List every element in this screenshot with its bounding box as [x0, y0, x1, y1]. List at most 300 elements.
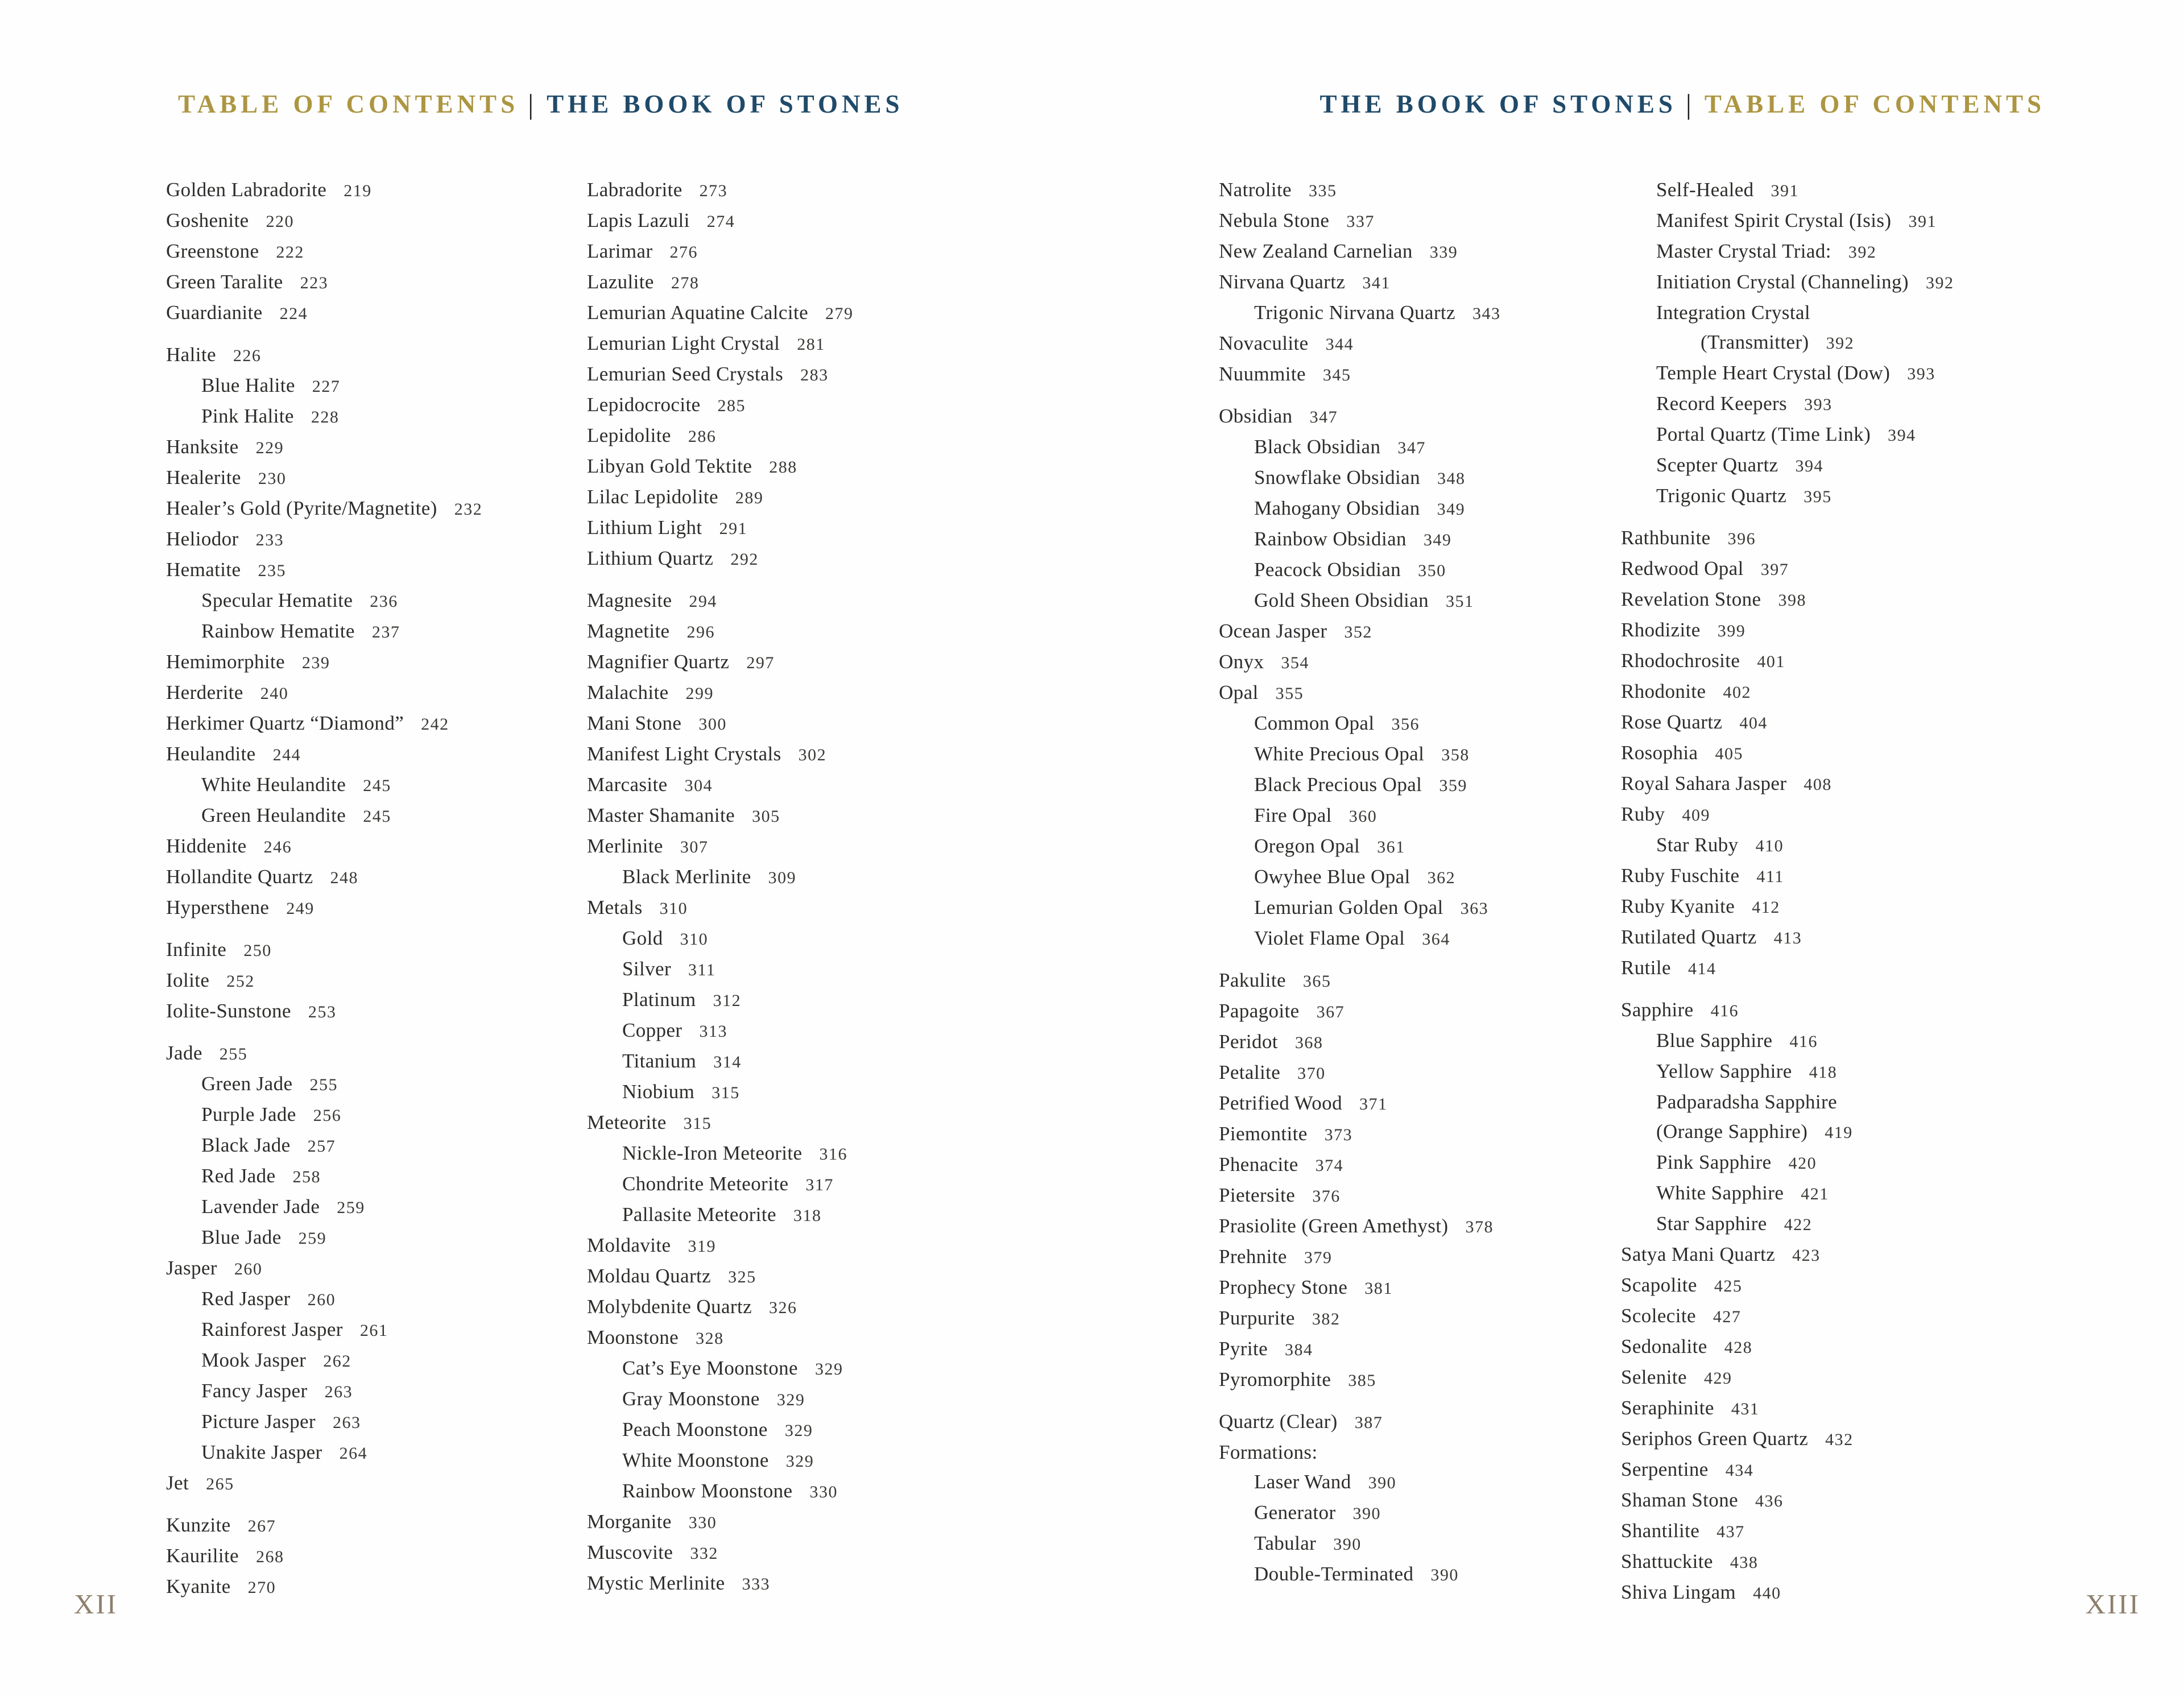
entry-label: Sedonalite — [1621, 1335, 1707, 1357]
entry-label: Peacock Obsidian — [1254, 558, 1401, 581]
toc-entry — [587, 924, 1008, 954]
toc-entry — [1219, 647, 1628, 678]
entry-page-number: 370 — [1297, 1064, 1326, 1083]
toc-entry — [1219, 1498, 1628, 1529]
entry-label: Serpentine — [1621, 1458, 1709, 1480]
entry-page-number: 232 — [454, 500, 483, 519]
entry-page-number: 409 — [1682, 806, 1710, 825]
toc-entry — [587, 862, 1008, 893]
entry-label: Healerite — [166, 466, 241, 489]
entry-label: Shantilite — [1621, 1520, 1700, 1542]
entry-label: Meteorite — [587, 1111, 667, 1133]
entry-label: Ruby — [1621, 803, 1665, 825]
entry-label: Labradorite — [587, 179, 682, 201]
toc-entry — [1219, 359, 1628, 390]
toc-entry — [587, 831, 1008, 862]
entry-label: Lepidolite — [587, 424, 671, 446]
toc-entry — [587, 586, 1008, 616]
toc-entry — [1621, 1363, 2076, 1393]
entry-page-number: 229 — [255, 438, 284, 457]
toc-entry — [587, 1476, 1008, 1507]
entry-page-number: 314 — [713, 1053, 742, 1071]
entry-page-number: 291 — [719, 519, 748, 538]
toc-entry — [587, 801, 1008, 831]
toc-entry — [587, 421, 1008, 452]
entry-label: Star Ruby — [1656, 834, 1739, 856]
entry-label: Lilac Lepidolite — [587, 486, 718, 508]
toc-entry — [166, 1038, 587, 1069]
entry-label: Mystic Merlinite — [587, 1572, 725, 1594]
toc-entry — [587, 678, 1008, 709]
entry-page-number: 260 — [307, 1290, 336, 1309]
entry-label: Blue Sapphire — [1656, 1029, 1773, 1052]
toc-entry — [166, 432, 587, 463]
toc-entry — [166, 1284, 587, 1315]
toc-entry — [1621, 1087, 2076, 1117]
entry-page-number: 410 — [1755, 837, 1784, 855]
entry-label: Gray Moonstone — [622, 1388, 760, 1410]
header-title-accent: TABLE OF CONTENTS — [178, 90, 519, 118]
entry-page-number: 392 — [1848, 243, 1877, 262]
entry-page-number: 259 — [337, 1198, 365, 1217]
toc-entry — [166, 1100, 587, 1131]
toc-entry — [1219, 966, 1628, 996]
entry-label: Green Jade — [201, 1073, 293, 1095]
entry-label: Kunzite — [166, 1514, 231, 1536]
toc-entry — [587, 298, 1008, 329]
entry-label: Rhodonite — [1621, 680, 1706, 702]
entry-page-number: 333 — [742, 1575, 771, 1593]
entry-page-number: 316 — [819, 1145, 847, 1164]
toc-entry — [587, 1384, 1008, 1415]
entry-page-number: 227 — [312, 377, 341, 396]
entry-label: Papagoite — [1219, 1000, 1300, 1022]
entry-page-number: 390 — [1430, 1566, 1459, 1584]
entry-label: Kyanite — [166, 1575, 231, 1597]
entry-label: Shattuckite — [1621, 1550, 1713, 1572]
toc-entry — [587, 1077, 1008, 1108]
entry-page-number: 425 — [1714, 1277, 1743, 1295]
entry-label: Nebula Stone — [1219, 209, 1330, 231]
toc-group — [1621, 175, 2076, 512]
toc-entry — [166, 647, 587, 678]
entry-label: Fancy Jasper — [201, 1380, 308, 1402]
entry-label: Owyhee Blue Opal — [1254, 866, 1410, 888]
entry-page-number: 309 — [768, 868, 797, 887]
entry-page-number: 405 — [1715, 744, 1743, 763]
entry-label: Rutile — [1621, 957, 1671, 979]
entry-page-number: 289 — [735, 489, 764, 507]
toc-entry — [166, 1315, 587, 1346]
toc-group — [166, 175, 587, 329]
toc-entry — [587, 893, 1008, 924]
entry-page-number: 341 — [1362, 274, 1391, 292]
toc-entry — [1621, 1057, 2076, 1087]
entry-page-number: 350 — [1418, 561, 1446, 580]
entry-page-number: 412 — [1752, 898, 1780, 917]
entry-page-number: 411 — [1756, 867, 1784, 886]
header-title-accent: TABLE OF CONTENTS — [1704, 90, 2045, 118]
entry-page-number: 422 — [1784, 1215, 1813, 1234]
toc-entry — [166, 175, 587, 206]
toc-entry — [1219, 862, 1628, 893]
entry-label: Libyan Gold Tektite — [587, 455, 752, 477]
entry-page-number: 401 — [1757, 652, 1785, 671]
entry-page-number: 318 — [793, 1206, 822, 1225]
toc-entry — [587, 1354, 1008, 1384]
entry-label: Prophecy Stone — [1219, 1276, 1348, 1298]
entry-label: Iolite-Sunstone — [166, 1000, 291, 1022]
entry-label: Magnesite — [587, 589, 672, 611]
entry-label: Jade — [166, 1042, 202, 1064]
entry-label: Lepidocrocite — [587, 394, 701, 416]
entry-label: Gold — [622, 927, 663, 949]
entry-page-number: 330 — [688, 1513, 717, 1532]
toc-entry — [587, 1568, 1008, 1599]
entry-page-number: 312 — [713, 991, 742, 1010]
entry-label: Formations: — [1219, 1441, 1318, 1463]
entry-page-number: 262 — [323, 1352, 351, 1371]
entry-label: Marcasite — [587, 773, 668, 796]
entry-page-number: 330 — [809, 1483, 838, 1501]
toc-entry — [587, 954, 1008, 985]
entry-label: Rutilated Quartz — [1621, 926, 1757, 948]
toc-entry — [166, 1376, 587, 1407]
toc-entry — [587, 329, 1008, 359]
entry-label: Magnifier Quartz — [587, 651, 730, 673]
toc-entry — [1219, 1273, 1628, 1303]
toc-entry — [1219, 770, 1628, 801]
toc-entry — [587, 1231, 1008, 1261]
toc-entry — [1219, 1088, 1628, 1119]
entry-page-number: 311 — [688, 961, 716, 979]
entry-label: Specular Hematite — [201, 589, 353, 611]
entry-page-number: 390 — [1352, 1504, 1381, 1523]
entry-label: Mook Jasper — [201, 1349, 307, 1371]
entry-page-number: 310 — [680, 930, 709, 949]
entry-label: Satya Mani Quartz — [1621, 1243, 1776, 1265]
entry-page-number: 431 — [1731, 1400, 1760, 1418]
entry-label: Chondrite Meteorite — [622, 1173, 789, 1195]
entry-page-number: 228 — [311, 408, 340, 427]
entry-page-number: 237 — [371, 623, 400, 641]
entry-page-number: 273 — [699, 181, 728, 200]
toc-entry — [1621, 481, 2076, 512]
entry-page-number: 390 — [1368, 1474, 1397, 1492]
entry-page-number: 285 — [717, 396, 746, 415]
header-separator: | — [1685, 88, 1695, 120]
toc-entry — [587, 544, 1008, 574]
entry-page-number: 343 — [1472, 304, 1501, 323]
toc-entry — [166, 1572, 587, 1603]
header-book-title: THE BOOK OF STONES — [1320, 90, 1677, 118]
toc-group — [166, 1038, 587, 1499]
toc-entry — [166, 893, 587, 924]
entry-page-number: 239 — [301, 653, 330, 672]
entry-label: Padparadsha Sapphire — [1656, 1091, 1838, 1113]
toc-entry — [1219, 298, 1628, 329]
toc-entry — [1621, 389, 2076, 420]
entry-page-number: 328 — [696, 1329, 724, 1348]
toc-entry — [1621, 677, 2076, 707]
toc-entry — [1219, 175, 1628, 206]
entry-label: Self-Healed — [1656, 179, 1754, 201]
toc-group — [587, 175, 1008, 574]
entry-label: Piemontite — [1219, 1123, 1308, 1145]
toc-entry — [1219, 893, 1628, 924]
entry-page-number: 256 — [313, 1106, 342, 1125]
entry-label: Sapphire — [1621, 999, 1694, 1021]
entry-label: Pyromorphite — [1219, 1368, 1331, 1390]
entry-page-number: 249 — [286, 899, 315, 918]
entry-page-number: 391 — [1771, 181, 1800, 200]
toc-entry — [1219, 402, 1628, 432]
entry-page-number: 414 — [1687, 959, 1716, 978]
toc-group — [1219, 402, 1628, 954]
entry-page-number: 255 — [219, 1045, 248, 1063]
toc-group — [1621, 995, 2076, 1608]
entry-page-number: 260 — [234, 1260, 263, 1278]
entry-label: Lemurian Seed Crystals — [587, 363, 784, 385]
entry-label: Scepter Quartz — [1656, 454, 1778, 476]
entry-label: Oregon Opal — [1254, 835, 1360, 857]
toc-entry — [166, 616, 587, 647]
entry-page-number: 396 — [1727, 529, 1756, 548]
entry-label: Pakulite — [1219, 969, 1286, 991]
entry-label: Rhodochrosite — [1621, 649, 1740, 672]
entry-page-number: 349 — [1437, 500, 1466, 519]
entry-label: Purpurite — [1219, 1307, 1295, 1329]
entry-page-number: 436 — [1755, 1492, 1784, 1510]
entry-label: White Precious Opal — [1254, 743, 1425, 765]
entry-label: Lithium Light — [587, 516, 702, 539]
entry-label: Green Heulandite — [201, 804, 346, 826]
entry-page-number: 253 — [308, 1003, 337, 1021]
entry-page-number: 367 — [1316, 1003, 1345, 1021]
toc-entry — [166, 1253, 587, 1284]
entry-label: Kaurilite — [166, 1545, 239, 1567]
toc-entry — [1621, 1578, 2076, 1608]
entry-label: Jasper — [166, 1257, 217, 1279]
entry-page-number: 270 — [247, 1578, 276, 1597]
entry-label: Prehnite — [1219, 1245, 1287, 1268]
entry-page-number: 351 — [1446, 592, 1474, 611]
entry-page-number: 281 — [797, 335, 825, 354]
running-header-right — [1320, 86, 2045, 119]
entry-page-number: 364 — [1422, 930, 1450, 949]
toc-entry — [1621, 830, 2076, 861]
entry-page-number: 373 — [1324, 1125, 1353, 1144]
entry-page-number: 244 — [272, 746, 301, 764]
toc-entry — [587, 359, 1008, 390]
entry-page-number: 428 — [1724, 1338, 1753, 1357]
toc-entry — [1621, 1485, 2076, 1516]
toc-group — [587, 586, 1008, 1599]
entry-label: Rainbow Obsidian — [1254, 528, 1407, 550]
toc-entry — [166, 298, 587, 329]
toc-entry — [1621, 995, 2076, 1026]
toc-entry — [166, 1438, 587, 1468]
entry-label: Muscovite — [587, 1541, 673, 1563]
entry-page-number: 263 — [324, 1383, 353, 1401]
toc-entry — [166, 1069, 587, 1100]
toc-entry — [1621, 646, 2076, 677]
toc-entry — [1621, 450, 2076, 481]
toc-entry — [587, 513, 1008, 544]
toc-entry — [166, 371, 587, 402]
entry-label: Rainbow Moonstone — [622, 1480, 793, 1502]
entry-page-number: 418 — [1809, 1063, 1838, 1082]
entry-page-number: 222 — [276, 243, 304, 262]
entry-page-number: 347 — [1309, 408, 1338, 427]
entry-label: Red Jade — [201, 1165, 276, 1187]
entry-label: Pyrite — [1219, 1338, 1268, 1360]
entry-label: Petrified Wood — [1219, 1092, 1342, 1114]
entry-page-number: 387 — [1354, 1413, 1383, 1432]
toc-entry — [1219, 739, 1628, 770]
toc-entry — [587, 390, 1008, 421]
toc-entry — [1219, 1242, 1628, 1273]
entry-label: Redwood Opal — [1621, 557, 1744, 580]
entry-page-number: 376 — [1312, 1187, 1341, 1206]
entry-label: Master Crystal Triad: — [1656, 240, 1831, 262]
entry-page-number: 315 — [712, 1083, 740, 1102]
entry-page-number: 329 — [784, 1421, 813, 1440]
toc-entry — [1219, 678, 1628, 709]
entry-label: Quartz (Clear) — [1219, 1410, 1338, 1433]
entry-label: Ruby Kyanite — [1621, 895, 1735, 917]
entry-label: Violet Flame Opal — [1254, 927, 1405, 949]
toc-entry — [587, 709, 1008, 739]
toc-entry — [587, 206, 1008, 237]
running-header-left — [178, 86, 904, 119]
entry-label: Scolecite — [1621, 1305, 1696, 1327]
entry-page-number: 413 — [1773, 929, 1802, 947]
entry-label: Seraphinite — [1621, 1397, 1714, 1419]
entry-label: Double-Terminated — [1254, 1563, 1414, 1585]
entry-page-number: 304 — [684, 776, 713, 795]
entry-page-number: 393 — [1804, 395, 1833, 414]
entry-page-number: 397 — [1760, 560, 1789, 579]
toc-entry — [1219, 555, 1628, 586]
entry-page-number: 258 — [292, 1168, 321, 1186]
entry-page-number: 408 — [1804, 775, 1832, 794]
entry-label: Black Merlinite — [622, 866, 751, 888]
toc-group — [1219, 966, 1628, 1396]
entry-label: Guardianite — [166, 301, 263, 324]
toc-entry — [587, 1507, 1008, 1538]
toc-entry — [1621, 707, 2076, 738]
entry-label: Shaman Stone — [1621, 1489, 1739, 1511]
entry-label: Nirvana Quartz — [1219, 271, 1346, 293]
entry-label: Trigonic Quartz — [1656, 485, 1787, 507]
entry-label: Phenacite — [1219, 1153, 1298, 1176]
toc-entry — [1621, 892, 2076, 922]
entry-page-number: 248 — [330, 868, 359, 887]
toc-entry — [587, 1200, 1008, 1231]
toc-entry — [587, 1538, 1008, 1568]
toc-entry — [1621, 523, 2076, 554]
entry-label: Mani Stone — [587, 712, 682, 734]
toc-entry — [166, 739, 587, 770]
entry-label: Gold Sheen Obsidian — [1254, 589, 1429, 611]
toc-entry — [587, 739, 1008, 770]
toc-entry — [587, 1108, 1008, 1139]
entry-page-number: 438 — [1730, 1553, 1759, 1572]
entry-page-number: 233 — [255, 531, 284, 549]
toc-entry — [166, 770, 587, 801]
entry-page-number: 326 — [769, 1298, 797, 1317]
entry-label: Lemurian Aquatine Calcite — [587, 301, 809, 324]
entry-page-number: 250 — [243, 941, 272, 960]
toc-entry — [587, 237, 1008, 267]
toc-entry — [166, 709, 587, 739]
toc-group — [166, 935, 587, 1027]
entry-page-number: 278 — [671, 274, 700, 292]
entry-page-number: 429 — [1703, 1369, 1732, 1388]
toc-entry — [1621, 1209, 2076, 1240]
entry-label: Temple Heart Crystal (Dow) — [1656, 362, 1891, 384]
entry-page-number: 344 — [1325, 335, 1354, 354]
entry-label: Lapis Lazuli — [587, 209, 690, 231]
entry-page-number: 224 — [279, 304, 308, 323]
entry-label: Obsidian — [1219, 405, 1293, 427]
entry-label: (Transmitter) — [1701, 331, 1809, 353]
toc-group — [1219, 1407, 1628, 1590]
toc-entry — [1621, 1301, 2076, 1332]
entry-page-number: 332 — [690, 1544, 718, 1563]
toc-entry — [587, 175, 1008, 206]
entry-page-number: 283 — [800, 366, 829, 384]
entry-label: Seriphos Green Quartz — [1621, 1427, 1809, 1450]
toc-entry — [1219, 1027, 1628, 1058]
toc-entry — [166, 1407, 587, 1438]
toc-entry — [166, 555, 587, 586]
toc-entry — [1219, 1407, 1628, 1438]
toc-entry — [166, 1468, 587, 1499]
toc-column-1 — [166, 175, 587, 1603]
entry-label: Jet — [166, 1472, 189, 1494]
entry-page-number: 419 — [1825, 1123, 1853, 1142]
toc-entry — [587, 616, 1008, 647]
entry-label: White Sapphire — [1656, 1182, 1784, 1204]
toc-entry — [166, 1346, 587, 1376]
entry-label: Healer’s Gold (Pyrite/Magnetite) — [166, 497, 437, 519]
entry-page-number: 345 — [1322, 366, 1351, 384]
toc-entry — [1219, 996, 1628, 1027]
entry-label: Manifest Light Crystals — [587, 743, 781, 765]
toc-entry — [1219, 1334, 1628, 1365]
toc-entry — [587, 482, 1008, 513]
entry-label: Black Jade — [201, 1134, 291, 1156]
entry-page-number: 297 — [746, 653, 775, 672]
entry-page-number: 432 — [1825, 1430, 1854, 1449]
entry-page-number: 329 — [785, 1452, 814, 1471]
toc-entry — [166, 267, 587, 298]
entry-label: Mahogany Obsidian — [1254, 497, 1420, 519]
entry-page-number: 399 — [1717, 622, 1746, 640]
entry-label: Copper — [622, 1019, 682, 1041]
entry-label: Lazulite — [587, 271, 654, 293]
entry-label: Lemurian Light Crystal — [587, 332, 780, 354]
entry-page-number: 358 — [1441, 746, 1470, 764]
entry-page-number: 274 — [706, 212, 735, 231]
toc-entry — [1219, 1150, 1628, 1181]
toc-group — [1219, 175, 1628, 390]
entry-page-number: 286 — [688, 427, 717, 446]
entry-label: Rose Quartz — [1621, 711, 1723, 733]
toc-entry — [166, 1223, 587, 1253]
